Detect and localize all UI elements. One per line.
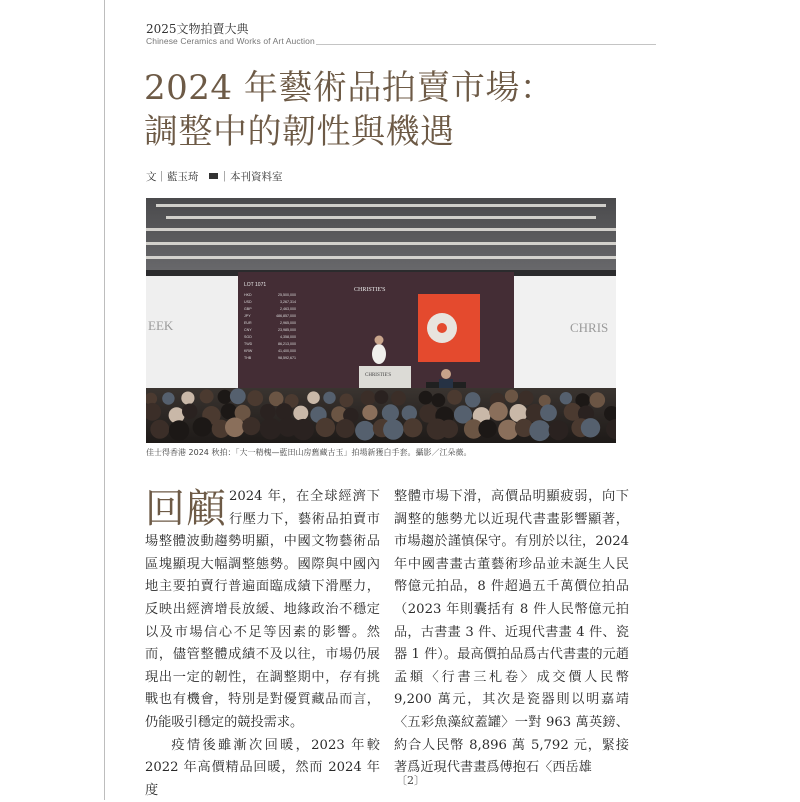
audience-member — [293, 419, 314, 440]
ledger-amount: 4,358,000 — [280, 335, 296, 339]
ledger-currency: CNY — [244, 328, 252, 332]
page-number: 〔2〕 — [396, 774, 425, 787]
audience-member — [316, 418, 335, 437]
audience-member — [432, 393, 446, 407]
audience-member — [375, 390, 389, 404]
ledger-amount: 2,463,000 — [280, 307, 296, 311]
audience-member — [505, 390, 518, 403]
audience-member — [382, 404, 399, 421]
auction-room-illustration — [146, 198, 616, 443]
audience-member — [336, 419, 355, 438]
audience-member — [419, 391, 433, 405]
audience-member — [218, 390, 232, 404]
podium-brand: CHRISTIE'S — [365, 373, 392, 378]
ledger-currency: GBP — [244, 307, 252, 311]
audience-member — [362, 405, 377, 420]
audience-member — [519, 391, 534, 406]
headline-line-2: 調整中的韌性與機遇 — [144, 112, 455, 152]
audience-member — [242, 417, 260, 435]
wall-lettering-right: CHRIS — [570, 320, 609, 335]
audience-member — [181, 392, 194, 405]
audience-member — [293, 406, 308, 421]
paragraph-1 — [145, 486, 380, 735]
body-column-left — [145, 486, 380, 802]
audience-member — [340, 394, 354, 408]
audience-member — [447, 390, 462, 405]
ledger-amount: 86,213,000 — [278, 342, 296, 346]
audience-member — [355, 421, 375, 441]
ledger-amount: 23,985,000 — [278, 328, 296, 332]
audience-member — [276, 403, 293, 420]
audience-member — [225, 418, 245, 438]
ledger-currency: JPY — [244, 314, 251, 318]
audience-member — [361, 391, 376, 406]
audience-member — [307, 391, 320, 404]
ledger-currency: THB — [244, 356, 252, 360]
audience-member — [560, 392, 572, 404]
ledger-currency: TWD — [244, 342, 253, 346]
audience-member — [323, 392, 335, 404]
audience-member — [182, 404, 197, 419]
audience-member — [440, 420, 459, 439]
screen-lot-number: LOT 1071 — [244, 282, 267, 288]
audience-member — [489, 402, 508, 421]
audience-member — [162, 392, 174, 404]
audience-member — [590, 392, 606, 408]
ledger-amount: 25,500,000 — [278, 293, 296, 297]
audience-member — [260, 418, 282, 440]
audience-member — [465, 392, 480, 407]
audience-member — [403, 418, 422, 437]
paragraph-2-continued: 整體市場下滑，高價品明顯疲弱，向下調整的態勢尤以近現代書畫影響顯著，市場趨於謹慎保守。有別於以往，2024 年中國書畫古董藝術珍品並未誕生人民幣億元拍品，8 件超過五千萬價位拍品（2023 年則囊括有 8 件人民幣億元拍品，古書畫 3 件、近現代書畫 4 件、瓷器 1 件）。最高價拍品爲古代書畫的元趙孟頫〈行書三札卷〉成交價人民幣 9,200 萬元，其次是瓷器則以明嘉靖〈五彩魚藻紋蓋罐〉一對 963 萬英鎊、約合人民幣 8,896 萬 5,792 元，緊接著爲近現代書畫爲傅抱石〈西岳雄 — [394, 489, 629, 776]
audience-member — [581, 418, 600, 437]
ledger-amount: 98,592,671 — [278, 356, 296, 360]
drop-cap: 回顧 — [145, 486, 227, 532]
ledger-currency: SGD — [244, 335, 252, 339]
running-head — [146, 22, 656, 47]
article-headline — [144, 66, 664, 154]
audience-member — [230, 388, 246, 404]
auction-photo — [146, 198, 616, 443]
byline-photo-credit: ｜本刊資料室 — [219, 171, 283, 183]
audience-member — [169, 420, 189, 440]
page-spine-line — [104, 0, 105, 800]
ledger-currency: USD — [244, 300, 252, 304]
body-column-right — [394, 486, 629, 780]
wall-lettering-left: EEK — [148, 318, 174, 333]
ledger-amount: 2,965,000 — [280, 321, 296, 325]
ledger-amount: 486,857,000 — [276, 314, 296, 318]
audience-member — [478, 420, 496, 438]
ledger-amount: 41,400,000 — [278, 349, 296, 353]
byline-author: 文｜藍玉琦 — [146, 171, 199, 183]
photo-caption: 佳士得香港 2024 秋拍：「大一精槐—藍田山房舊藏古玉」拍場新獲白手套。攝影／江朵薇。 — [146, 448, 472, 457]
audience-member — [391, 391, 406, 406]
audience-member — [193, 417, 212, 436]
ledger-currency: EUR — [244, 321, 252, 325]
audience-member — [200, 389, 214, 403]
audience-member — [150, 420, 169, 439]
audience-member — [549, 420, 569, 440]
audience-member — [221, 403, 237, 419]
ledger-currency: KRW — [244, 349, 253, 353]
audience-member — [529, 420, 550, 441]
headline-line-1: 2024 年藝術品拍賣市場： — [144, 68, 555, 108]
camera-icon — [209, 173, 218, 179]
audience-member — [247, 390, 263, 406]
running-head-subtitle: Chinese Ceramics and Works of Art Auction — [146, 36, 315, 46]
ledger-amount: 3,267,314 — [280, 300, 296, 304]
audience-member — [540, 404, 557, 421]
ledger-currency: HKD — [244, 293, 252, 297]
running-head-rule — [316, 44, 656, 45]
running-head-title: 2025文物拍賣大典 — [146, 22, 249, 36]
audience-member — [260, 404, 276, 420]
audience-member — [383, 419, 403, 439]
paragraph-1-text: 2024 年，在全球經濟下行壓力下，藝術品拍賣市場整體波動趨勢明顯，中國文物藝術品區塊顯現大幅調整態勢。國際與中國內地主要拍賣行普遍面臨成績下滑壓力，反映出經濟增長放緩、地緣政治不穩定以及市場信心不足等因素的影響。然而，儘管整體成績不及以往，市場仍展現出一定的韌性，在調整期中，存有挑戰也有機會，特別是對優質藏品而言，仍能吸引穩定的競投需求。 — [145, 489, 380, 730]
byline — [146, 169, 283, 184]
paragraph-2: 疫情後雖漸次回暖，2023 年較 2022 年高價精品回暖，然而 2024 年度 — [145, 737, 380, 798]
screen-brand: CHRISTIE'S — [354, 287, 386, 293]
